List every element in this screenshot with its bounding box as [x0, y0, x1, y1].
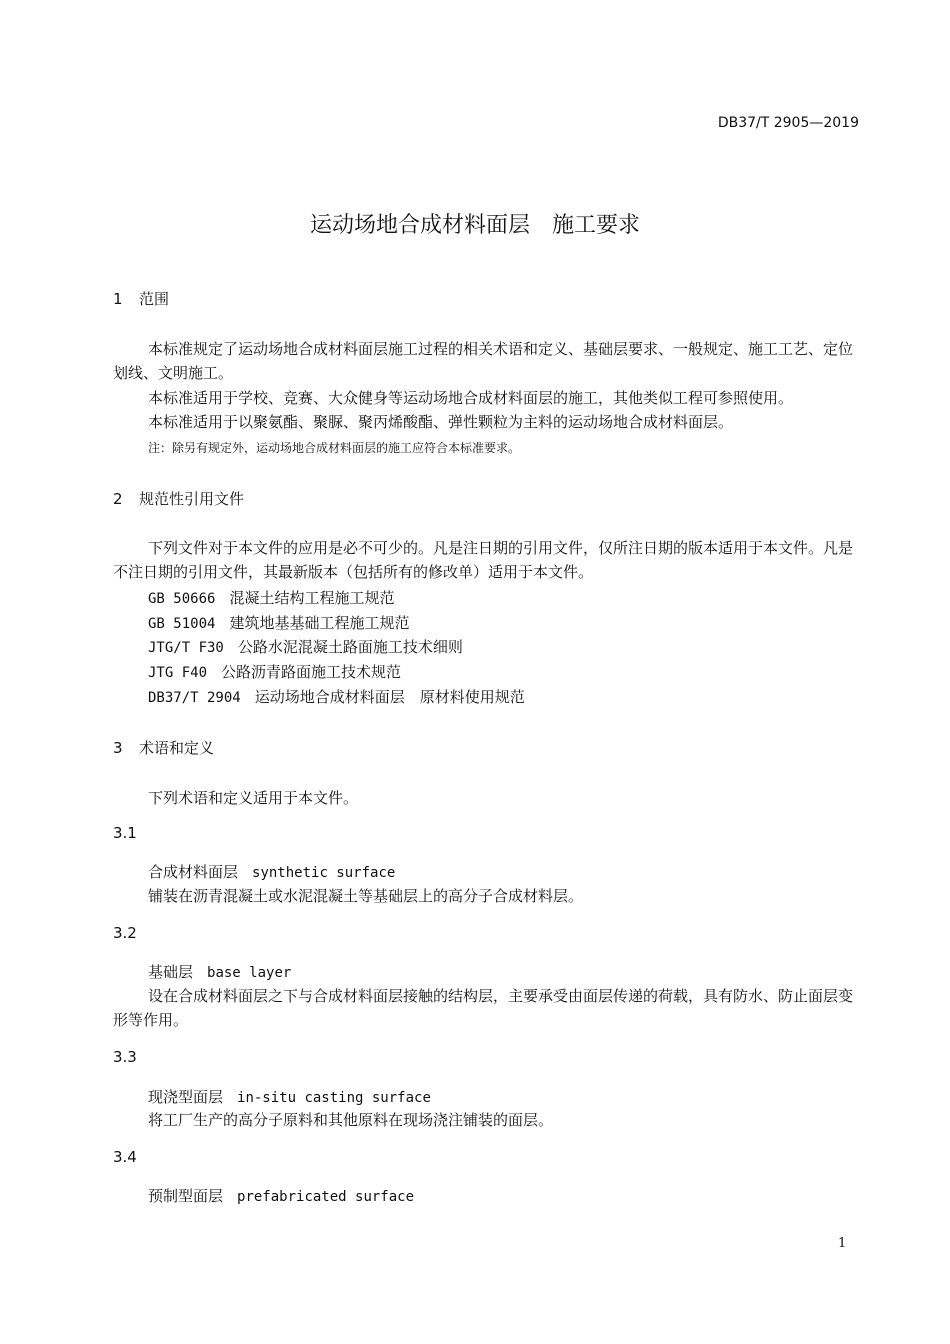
reference-code: JTG F40 — [148, 665, 208, 681]
term-en: in-situ casting surface — [237, 1090, 431, 1106]
section-terms-heading — [113, 737, 214, 758]
term-definition: 铺装在沥青混凝土或水泥混凝土等基础层上的高分子合成材料层。 — [148, 887, 584, 905]
scope-note: 注：除另有规定外，运动场地合成材料面层的施工应符合本标准要求。 — [148, 441, 521, 455]
section-title: 规范性引用文件 — [139, 490, 245, 508]
standard-code: DB37/T 2905—2019 — [717, 115, 859, 131]
term-en: synthetic surface — [252, 865, 396, 881]
term-heading — [148, 961, 291, 982]
reference-name: 运动场地合成材料面层 原材料使用规范 — [254, 688, 525, 706]
clause-number: 3.2 — [113, 924, 137, 942]
term-zh: 现浇型面层 — [148, 1088, 224, 1106]
references-intro: 下列文件对于本文件的应用是必不可少的。凡是注日期的引用文件，仅所注日期的版本适用于本文件。凡是不注日期的引用文件，其最新版本（包括所有的修改单）适用于本文件。 — [113, 539, 854, 581]
scope-paragraph-2: 本标准适用于学校、竞赛、大众健身等运动场地合成材料面层的施工，其他类似工程可参照使用。 — [148, 389, 794, 407]
section-number: 1 — [113, 290, 123, 308]
term-zh: 合成材料面层 — [148, 863, 239, 881]
reference-code: JTG/T F30 — [148, 640, 224, 656]
section-title: 术语和定义 — [139, 739, 215, 757]
reference-code: GB 50666 — [148, 591, 216, 607]
term-heading — [148, 1086, 431, 1107]
section-number: 3 — [113, 739, 123, 757]
reference-item — [148, 636, 463, 657]
scope-paragraph-3: 本标准适用于以聚氨酯、聚脲、聚丙烯酸酯、弹性颗粒为主料的运动场地合成材料面层。 — [148, 413, 734, 431]
terms-intro: 下列术语和定义适用于本文件。 — [148, 789, 359, 807]
reference-code: GB 51004 — [148, 616, 216, 632]
section-number: 2 — [113, 490, 123, 508]
reference-name: 公路水泥混凝土路面施工技术细则 — [237, 638, 463, 656]
term-en: prefabricated surface — [237, 1189, 415, 1205]
reference-item — [148, 612, 409, 633]
section-scope-heading — [113, 288, 169, 309]
clause-number: 3.3 — [113, 1048, 137, 1066]
reference-item — [148, 661, 401, 682]
reference-name: 混凝土结构工程施工规范 — [229, 589, 395, 607]
clause-number: 3.4 — [113, 1148, 137, 1166]
term-zh: 基础层 — [148, 963, 194, 981]
reference-item — [148, 686, 525, 707]
term-en: base layer — [207, 965, 292, 981]
term-heading — [148, 861, 395, 882]
term-definition: 设在合成材料面层之下与合成材料面层接触的结构层，主要承受由面层传递的荷载，具有防水、防止面层变形等作用。 — [113, 987, 854, 1029]
section-references-heading — [113, 488, 244, 509]
section-title: 范围 — [139, 290, 170, 308]
term-heading — [148, 1185, 414, 1206]
clause-number: 3.1 — [113, 824, 137, 842]
term-zh: 预制型面层 — [148, 1187, 224, 1205]
scope-paragraph-1: 本标准规定了运动场地合成材料面层施工过程的相关术语和定义、基础层要求、一般规定、施工工艺、定位划线、文明施工。 — [113, 340, 854, 382]
reference-item — [148, 587, 394, 608]
reference-name: 公路沥青路面施工技术规范 — [221, 663, 402, 681]
term-definition: 将工厂生产的高分子原料和其他原料在现场浇注铺装的面层。 — [148, 1111, 554, 1129]
page-number: 1 — [838, 1236, 847, 1251]
page-title: 运动场地合成材料面层 施工要求 — [309, 213, 640, 238]
reference-code: DB37/T 2904 — [148, 690, 241, 706]
reference-name: 建筑地基基础工程施工规范 — [229, 614, 410, 632]
